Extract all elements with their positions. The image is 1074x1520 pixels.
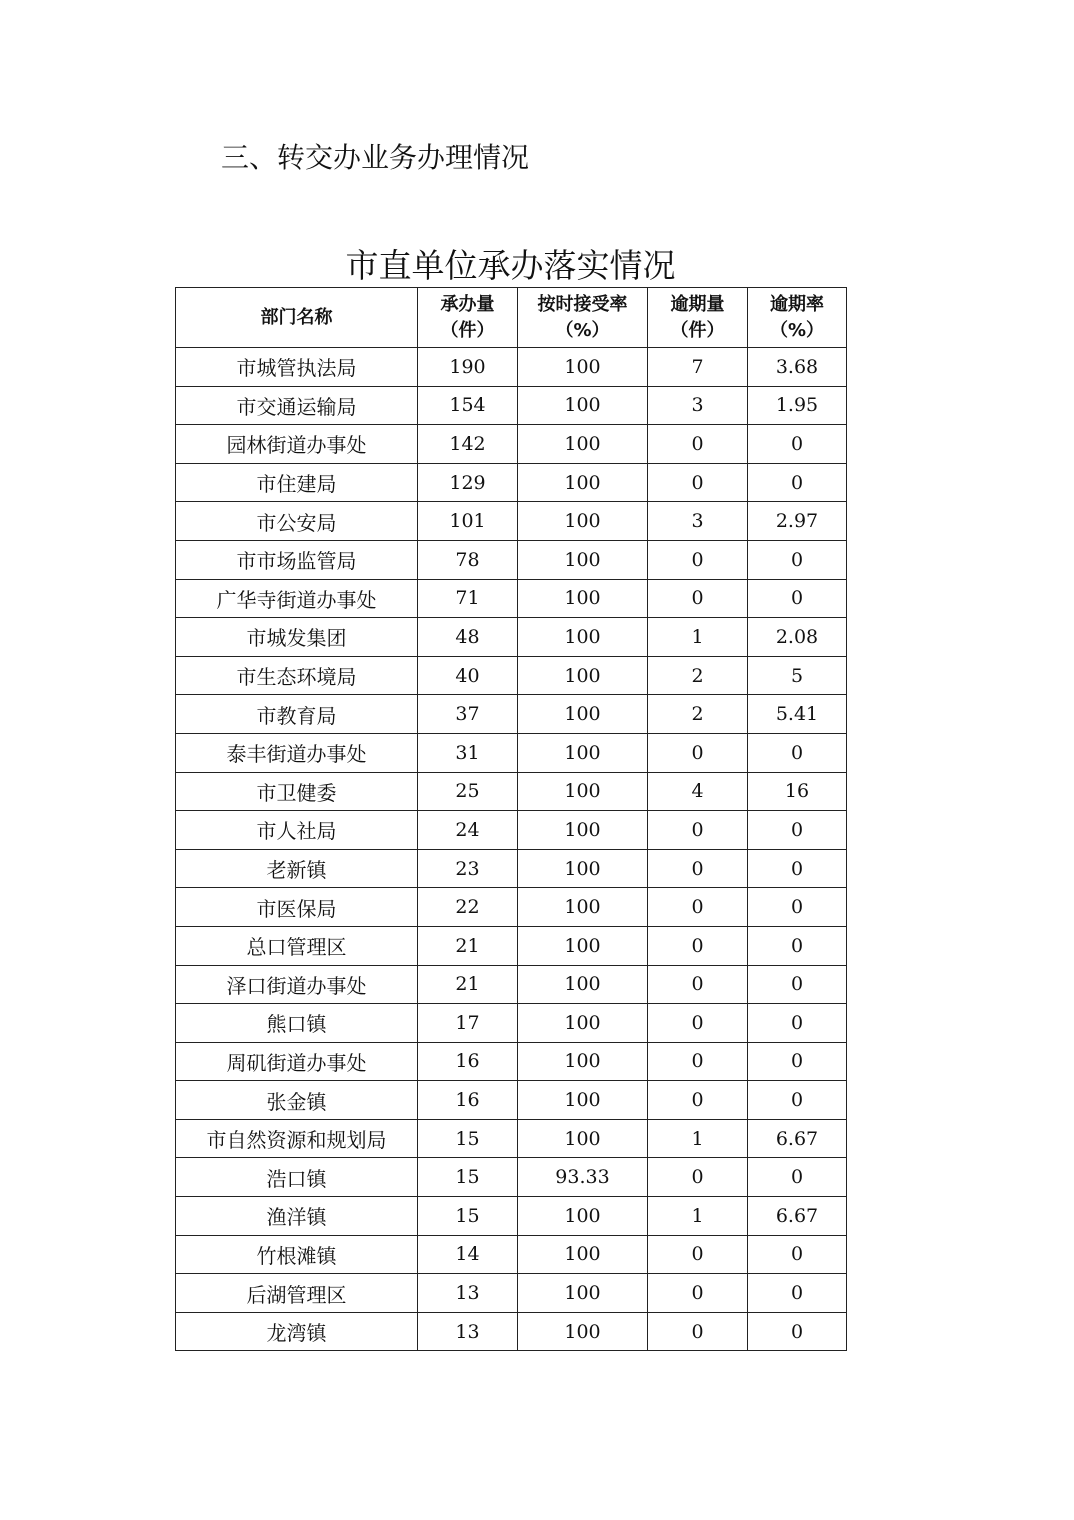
overdue-rate: 0 (748, 1081, 847, 1120)
handled-count: 24 (418, 811, 518, 850)
table-row (176, 1197, 847, 1236)
header-department (176, 288, 418, 348)
overdue-count: 1 (648, 1197, 748, 1236)
overdue-rate: 6.67 (748, 1197, 847, 1236)
table-row (176, 965, 847, 1004)
overdue-rate: 0 (748, 888, 847, 927)
overdue-count: 1 (648, 1119, 748, 1158)
ontime-rate: 100 (518, 579, 648, 618)
department-name: 泽口街道办事处 (176, 965, 418, 1004)
ontime-rate: 93.33 (518, 1158, 648, 1197)
table-row (176, 1235, 847, 1274)
table-body (176, 348, 847, 1351)
handled-count: 129 (418, 463, 518, 502)
department-name: 市医保局 (176, 888, 418, 927)
overdue-count: 0 (648, 811, 748, 850)
handled-count: 142 (418, 425, 518, 464)
overdue-count: 0 (648, 463, 748, 502)
ontime-rate: 100 (518, 425, 648, 464)
table-row (176, 502, 847, 541)
units-table (175, 287, 847, 1351)
overdue-count: 0 (648, 1042, 748, 1081)
overdue-rate: 0 (748, 579, 847, 618)
handled-count: 16 (418, 1081, 518, 1120)
ontime-rate: 100 (518, 695, 648, 734)
overdue-count: 3 (648, 502, 748, 541)
ontime-rate: 100 (518, 1197, 648, 1236)
department-name: 总口管理区 (176, 926, 418, 965)
ontime-rate: 100 (518, 463, 648, 502)
overdue-count: 0 (648, 425, 748, 464)
ontime-rate: 100 (518, 502, 648, 541)
table-row (176, 463, 847, 502)
overdue-rate: 6.67 (748, 1119, 847, 1158)
department-name: 市生态环境局 (176, 656, 418, 695)
overdue-rate: 0 (748, 1004, 847, 1043)
department-name: 市人社局 (176, 811, 418, 850)
overdue-count: 4 (648, 772, 748, 811)
overdue-count: 0 (648, 579, 748, 618)
table-row (176, 1004, 847, 1043)
table-row (176, 618, 847, 657)
header-label: 逾期率 (770, 293, 824, 315)
department-name: 泰丰街道办事处 (176, 733, 418, 772)
handled-count: 31 (418, 733, 518, 772)
overdue-count: 0 (648, 965, 748, 1004)
overdue-rate: 0 (748, 463, 847, 502)
handled-count: 13 (418, 1274, 518, 1313)
overdue-rate: 0 (748, 1274, 847, 1313)
department-name: 渔洋镇 (176, 1197, 418, 1236)
header-label: 承办量 (440, 293, 495, 315)
overdue-rate: 0 (748, 811, 847, 850)
table-row (176, 811, 847, 850)
department-name: 竹根滩镇 (176, 1235, 418, 1274)
header-unit: （件） (440, 319, 495, 341)
overdue-count: 0 (648, 1004, 748, 1043)
table-row (176, 1119, 847, 1158)
table-row (176, 695, 847, 734)
overdue-rate: 0 (748, 965, 847, 1004)
table-row (176, 1312, 847, 1351)
overdue-rate: 16 (748, 772, 847, 811)
ontime-rate: 100 (518, 965, 648, 1004)
department-name: 周矶街道办事处 (176, 1042, 418, 1081)
department-name: 广华寺街道办事处 (176, 579, 418, 618)
department-name: 浩口镇 (176, 1158, 418, 1197)
header-label: 部门名称 (260, 306, 333, 328)
overdue-rate: 2.08 (748, 618, 847, 657)
overdue-count: 0 (648, 1274, 748, 1313)
header-label: 按时接受率 (537, 293, 628, 315)
overdue-count: 0 (648, 1235, 748, 1274)
ontime-rate: 100 (518, 1274, 648, 1313)
handled-count: 15 (418, 1197, 518, 1236)
handled-count: 13 (418, 1312, 518, 1351)
overdue-count: 0 (648, 888, 748, 927)
overdue-count: 7 (648, 348, 748, 387)
header-label: 逾期量 (670, 293, 725, 315)
ontime-rate: 100 (518, 1042, 648, 1081)
ontime-rate: 100 (518, 926, 648, 965)
handled-count: 15 (418, 1119, 518, 1158)
overdue-count: 0 (648, 1081, 748, 1120)
department-name: 市交通运输局 (176, 386, 418, 425)
department-name: 市城管执法局 (176, 348, 418, 387)
table-row (176, 888, 847, 927)
handled-count: 101 (418, 502, 518, 541)
table-row (176, 1158, 847, 1197)
overdue-rate: 0 (748, 540, 847, 579)
department-name: 老新镇 (176, 849, 418, 888)
table-row (176, 1042, 847, 1081)
handled-count: 17 (418, 1004, 518, 1043)
ontime-rate: 100 (518, 733, 648, 772)
ontime-rate: 100 (518, 386, 648, 425)
overdue-rate: 0 (748, 425, 847, 464)
ontime-rate: 100 (518, 772, 648, 811)
handled-count: 71 (418, 579, 518, 618)
ontime-rate: 100 (518, 656, 648, 695)
handled-count: 21 (418, 926, 518, 965)
department-name: 市市场监管局 (176, 540, 418, 579)
overdue-rate: 1.95 (748, 386, 847, 425)
table-row (176, 579, 847, 618)
department-name: 市公安局 (176, 502, 418, 541)
overdue-rate: 0 (748, 733, 847, 772)
handled-count: 21 (418, 965, 518, 1004)
overdue-rate: 5 (748, 656, 847, 695)
ontime-rate: 100 (518, 811, 648, 850)
ontime-rate: 100 (518, 1235, 648, 1274)
department-name: 园林街道办事处 (176, 425, 418, 464)
header-overdue-count (648, 288, 748, 348)
department-name: 张金镇 (176, 1081, 418, 1120)
overdue-count: 0 (648, 849, 748, 888)
ontime-rate: 100 (518, 888, 648, 927)
handled-count: 22 (418, 888, 518, 927)
department-name: 龙湾镇 (176, 1312, 418, 1351)
ontime-rate: 100 (518, 1119, 648, 1158)
overdue-count: 0 (648, 1158, 748, 1197)
department-name: 市住建局 (176, 463, 418, 502)
department-name: 市教育局 (176, 695, 418, 734)
table-row (176, 1081, 847, 1120)
table-row (176, 926, 847, 965)
overdue-rate: 5.41 (748, 695, 847, 734)
handled-count: 154 (418, 386, 518, 425)
ontime-rate: 100 (518, 849, 648, 888)
overdue-rate: 0 (748, 1042, 847, 1081)
table-row (176, 425, 847, 464)
header-count (418, 288, 518, 348)
ontime-rate: 100 (518, 618, 648, 657)
handled-count: 48 (418, 618, 518, 657)
ontime-rate: 100 (518, 1004, 648, 1043)
overdue-count: 0 (648, 540, 748, 579)
overdue-count: 0 (648, 1312, 748, 1351)
header-unit: （%） (555, 319, 610, 341)
ontime-rate: 100 (518, 540, 648, 579)
table-row (176, 1274, 847, 1313)
header-overdue-rate (748, 288, 847, 348)
ontime-rate: 100 (518, 348, 648, 387)
handled-count: 40 (418, 656, 518, 695)
handled-count: 37 (418, 695, 518, 734)
section-heading: 三、转交办业务办理情况 (221, 141, 530, 174)
handled-count: 25 (418, 772, 518, 811)
overdue-count: 2 (648, 695, 748, 734)
table-header-row (176, 288, 847, 348)
table-row (176, 386, 847, 425)
overdue-rate: 0 (748, 1158, 847, 1197)
overdue-rate: 0 (748, 926, 847, 965)
header-ontime-rate (518, 288, 648, 348)
overdue-rate: 2.97 (748, 502, 847, 541)
department-name: 市城发集团 (176, 618, 418, 657)
overdue-rate: 0 (748, 849, 847, 888)
header-unit: （件） (670, 319, 725, 341)
handled-count: 15 (418, 1158, 518, 1197)
department-name: 熊口镇 (176, 1004, 418, 1043)
overdue-count: 0 (648, 926, 748, 965)
table-row (176, 348, 847, 387)
overdue-count: 1 (648, 618, 748, 657)
handled-count: 78 (418, 540, 518, 579)
table-row (176, 733, 847, 772)
header-unit: （%） (769, 319, 825, 341)
overdue-count: 0 (648, 733, 748, 772)
table-row (176, 772, 847, 811)
department-name: 市自然资源和规划局 (176, 1119, 418, 1158)
department-name: 市卫健委 (176, 772, 418, 811)
table-row (176, 656, 847, 695)
table-title: 市直单位承办落实情况 (345, 246, 676, 285)
overdue-count: 3 (648, 386, 748, 425)
table-row (176, 540, 847, 579)
handled-count: 16 (418, 1042, 518, 1081)
overdue-rate: 3.68 (748, 348, 847, 387)
ontime-rate: 100 (518, 1081, 648, 1120)
overdue-rate: 0 (748, 1312, 847, 1351)
handled-count: 23 (418, 849, 518, 888)
overdue-rate: 0 (748, 1235, 847, 1274)
ontime-rate: 100 (518, 1312, 648, 1351)
handled-count: 190 (418, 348, 518, 387)
department-name: 后湖管理区 (176, 1274, 418, 1313)
overdue-count: 2 (648, 656, 748, 695)
handled-count: 14 (418, 1235, 518, 1274)
table-row (176, 849, 847, 888)
